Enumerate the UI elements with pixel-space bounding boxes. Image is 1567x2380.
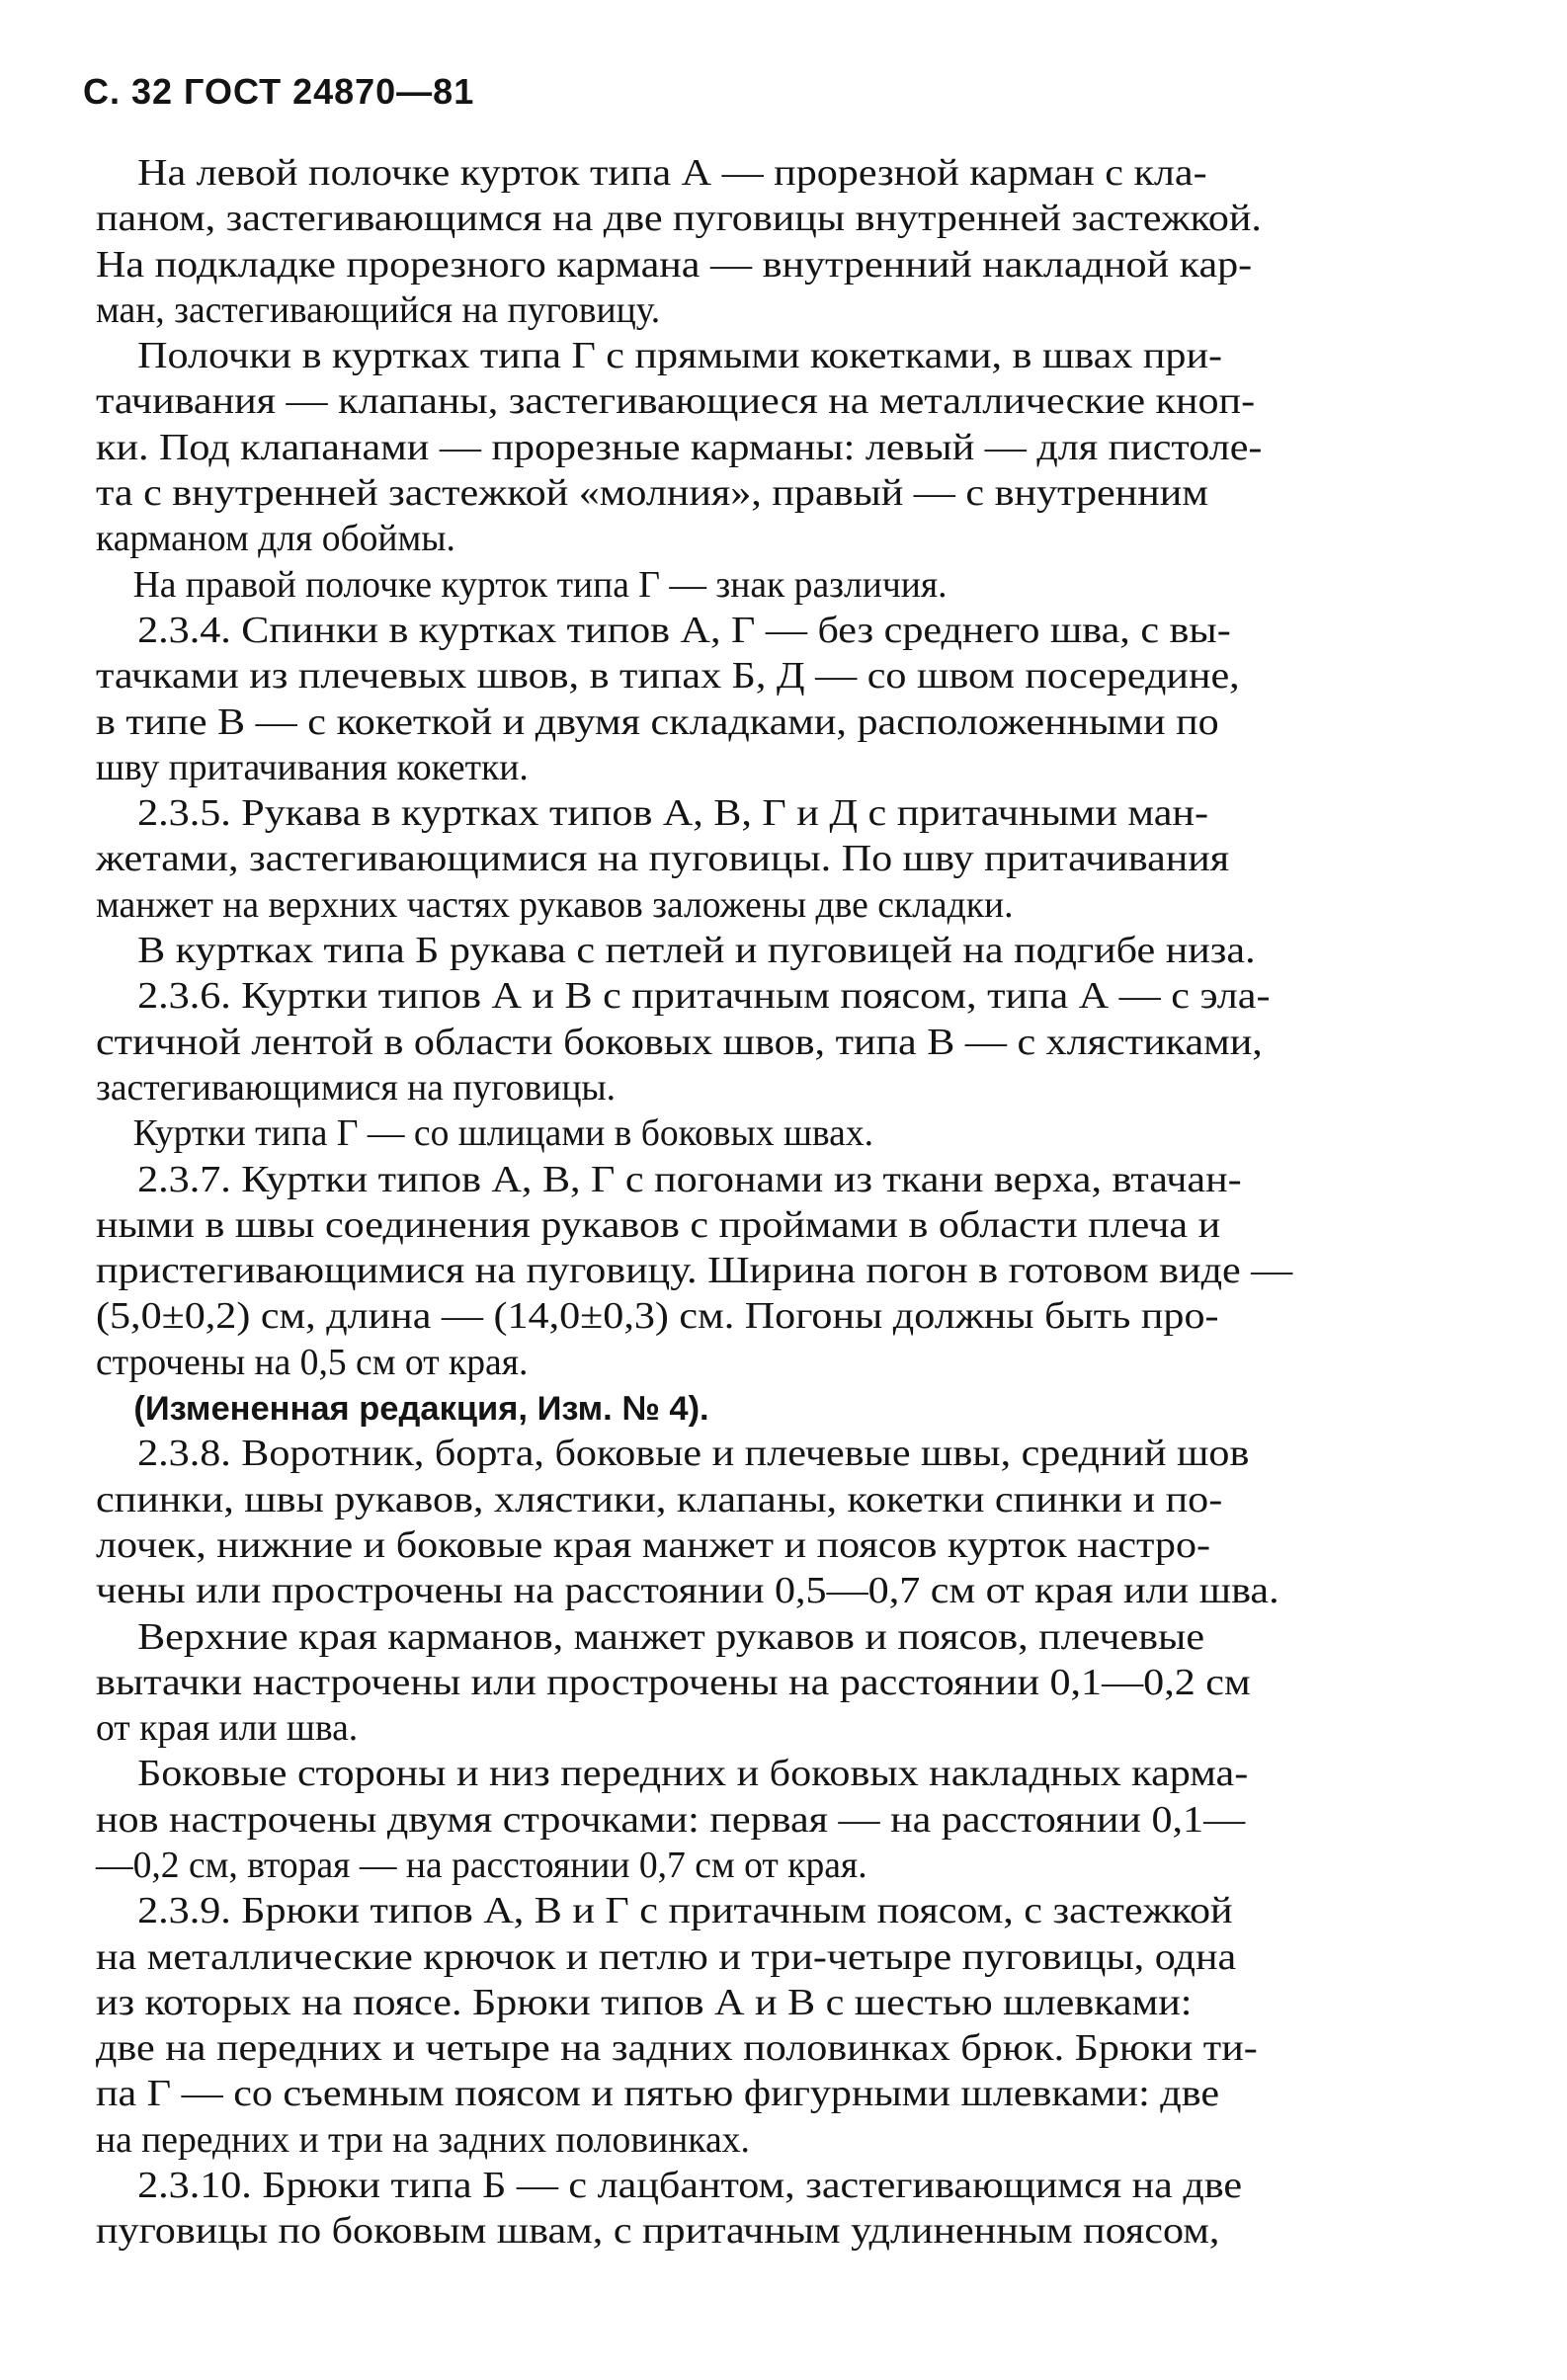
text-line: карманом для обоймы. bbox=[96, 519, 455, 560]
text-line: 2.3.9. Брюки типов А, В и Г с притачным поясом, с застежкой bbox=[96, 1891, 1233, 1932]
text-line: —0,2 см, вторая — на расстоянии 0,7 см от края. bbox=[96, 1845, 867, 1886]
text-line: (5,0±0,2) см, длина — (14,0±0,3) см. Погоны должны быть про- bbox=[96, 1296, 1219, 1338]
text-line: пуговицы по боковым швам, с притачным удлиненным поясом, bbox=[96, 2211, 1220, 2253]
text-line: Полочки в куртках типа Г с прямыми кокетками, в швах при- bbox=[96, 336, 1223, 377]
text-line: на металлические крючок и петлю и три-четыре пуговицы, одна bbox=[96, 1936, 1237, 1978]
text-line: тачивания — клапаны, застегивающиеся на металлические кноп- bbox=[96, 381, 1256, 423]
text-line: стичной лентой в области боковых швов, типа В — с хлястиками, bbox=[96, 1022, 1263, 1063]
text-line: застегивающимися на пуговицы. bbox=[96, 1067, 617, 1108]
text-line: тачками из плечевых швов, в типах Б, Д — со швом посередине, bbox=[96, 656, 1240, 698]
text-line: (Измененная редакция, Изм. № 4). bbox=[96, 1390, 709, 1429]
text-line: пристегивающимися на пуговицу. Ширина погон в готовом виде — bbox=[96, 1251, 1293, 1292]
text-line: 2.3.4. Спинки в куртках типов А, Г — без среднего шва, с вы- bbox=[96, 610, 1231, 651]
text-line: 2.3.10. Брюки типа Б — с лацбантом, застегивающимся на две bbox=[96, 2166, 1243, 2207]
text-line: чены или простpочены на расстоянии 0,5—0,7 см от края или шва. bbox=[96, 1571, 1279, 1612]
text-line: Куртки типа Г — со шлицами в боковых швах. bbox=[96, 1113, 874, 1155]
text-line: от края или шва. bbox=[96, 1708, 359, 1750]
page-header: С. 32 ГОСТ 24870—81 bbox=[83, 71, 475, 112]
text-line: На подкладке прорезного кармана — внутренний накладной кар- bbox=[96, 244, 1253, 286]
text-line: шву притачивания кокетки. bbox=[96, 747, 529, 788]
text-line: 2.3.5. Рукава в куртках типов А, В, Г и Д с притачными ман- bbox=[96, 793, 1208, 835]
text-line: жетами, застегивающимися на пуговицы. По шву притачивания bbox=[96, 839, 1230, 880]
text-line: 2.3.7. Куртки типов А, В, Г с погонами из ткани верха, втачан- bbox=[96, 1159, 1242, 1200]
text-line: ман, застегивающийся на пуговицу. bbox=[96, 289, 661, 331]
text-line: в типе В — с кокеткой и двумя складками, расположенными по bbox=[96, 701, 1219, 743]
text-line: спинки, швы рукавов, хлястики, клапаны, кокетки спинки и по- bbox=[96, 1479, 1223, 1520]
text-line: из которых на поясе. Брюки типов А и В с шестью шлевками: bbox=[96, 1982, 1193, 2023]
text-line: Верхние края карманов, манжет рукавов и поясов, плечевые bbox=[96, 1616, 1205, 1658]
text-line: на передних и три на задних половинках. bbox=[96, 2119, 750, 2161]
text-line: 2.3.8. Воротник, борта, боковые и плечевые швы, средний шов bbox=[96, 1434, 1250, 1475]
text-line: манжет на верхних частях рукавов заложены две складки. bbox=[96, 884, 1014, 926]
body-text bbox=[96, 151, 1479, 2256]
text-line: ными в швы соединения рукавов с проймами в области плеча и bbox=[96, 1204, 1221, 1246]
text-line: па Г — со съемным поясом и пятью фигурными шлевками: две bbox=[96, 2074, 1220, 2115]
text-line: строчены на 0,5 см от края. bbox=[96, 1342, 529, 1383]
text-line: Боковые стороны и низ передних и боковых накладных карма- bbox=[96, 1754, 1249, 1795]
text-line: паном, застегивающимся на две пуговицы внутренней застежкой. bbox=[96, 199, 1262, 240]
text-line: нов настрочены двумя строчками: первая — на расстоянии 0,1— bbox=[96, 1799, 1246, 1841]
text-line: две на передних и четыре на задних половинках брюк. Брюки ти- bbox=[96, 2028, 1258, 2070]
text-line: та с внутренней застежкой «молния», правый — с внутренним bbox=[96, 473, 1208, 515]
text-line: В куртках типа Б рукава с петлей и пуговицей на подгибе низа. bbox=[96, 931, 1256, 972]
text-line: ки. Под клапанами — прорезные карманы: левый — для пистоле- bbox=[96, 427, 1263, 468]
text-line: На левой полочке курток типа А — прорезной карман с кла- bbox=[96, 153, 1207, 194]
text-line: 2.3.6. Куртки типов А и В с притачным поясом, типа А — с эла- bbox=[96, 976, 1271, 1018]
text-line: На правой полочке курток типа Г — знак различия. bbox=[96, 564, 948, 606]
text-line: вытачки настрочены или простpочены на расстоянии 0,1—0,2 см bbox=[96, 1662, 1251, 1703]
text-line: лочек, нижние и боковые края манжет и поясов курток настро- bbox=[96, 1524, 1211, 1566]
